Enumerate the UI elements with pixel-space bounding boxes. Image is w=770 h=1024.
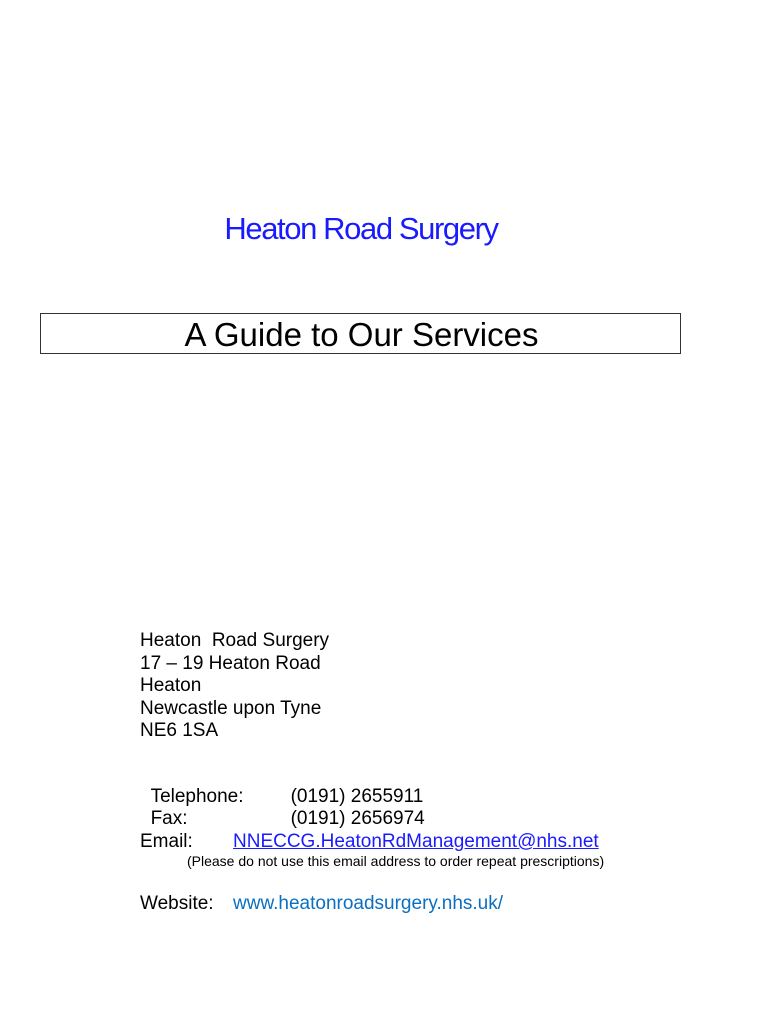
address-line-street: 17 – 19 Heaton Road (140, 652, 321, 674)
address-line-name: Heaton Road Surgery (140, 630, 330, 651)
address-line-district: Heaton (140, 675, 202, 696)
address-block (140, 630, 329, 743)
website-link[interactable]: www.heatonroadsurgery.nhs.uk/ (233, 893, 504, 914)
email-label: Email: (140, 831, 193, 852)
fax-value: (0191) 2656974 (290, 808, 425, 829)
email-link[interactable]: NNECCG.HeatonRdManagement@nhs.net (233, 831, 599, 852)
website-row (140, 892, 503, 916)
website-label: Website: (140, 893, 214, 914)
fax-row (140, 786, 425, 830)
practice-title: Heaton Road Surgery (224, 211, 498, 246)
email-row (140, 831, 599, 853)
address-line-city: Newcastle upon Tyne (140, 697, 322, 719)
address-line-postcode: NE6 1SA (140, 720, 219, 741)
email-note: (Please do not use this email address to order repeat prescriptions) (187, 853, 605, 869)
fax-label: Fax: (150, 808, 188, 829)
telephone-label: Telephone: (150, 786, 244, 807)
guide-title: A Guide to Our Services (184, 316, 539, 353)
guide-title-box (40, 313, 681, 354)
telephone-value: (0191) 2655911 (290, 786, 424, 807)
